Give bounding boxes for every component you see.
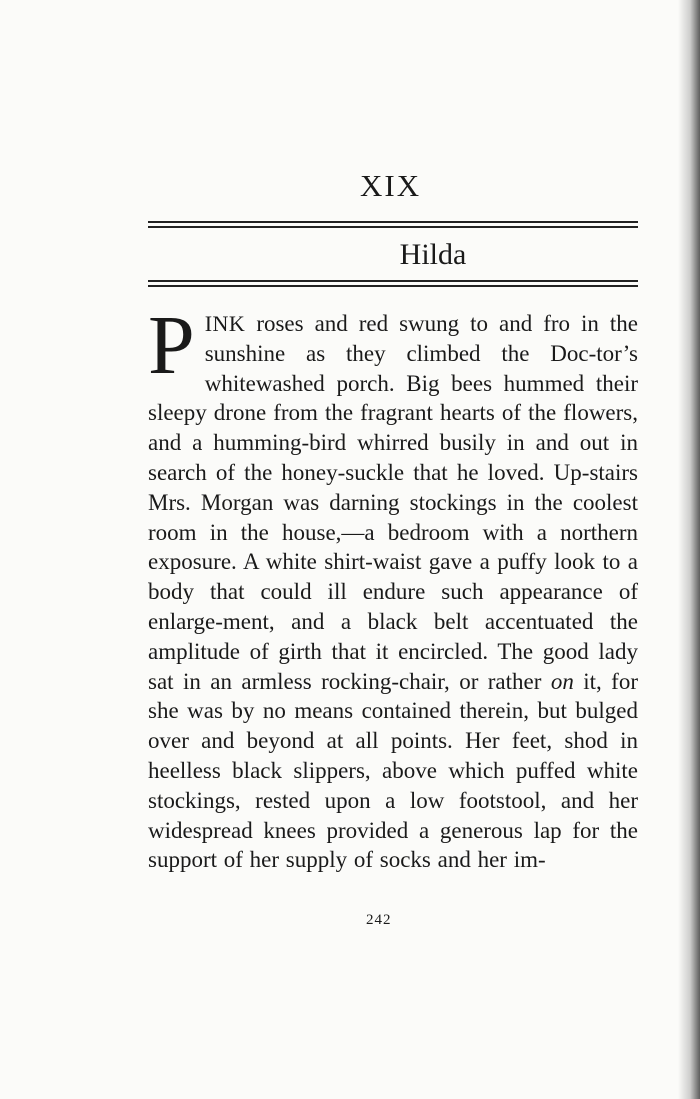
emphasized-word: on	[550, 668, 574, 694]
chapter-title: Hilda	[399, 238, 467, 271]
body-text-part-1: roses and red swung to and fro in the sunshine as they climbed the Doc-tor’s whitewashed porch. Big bees hummed their sleepy drone from the fragrant hearts of the flowers, and a humming-bird whirred busily in and out in search of the honey-suckle that he loved. Up-stairs Mrs. Morgan was darning stockings in the coolest room in the house,—a bedroom with a northern exposure. A white shirt-waist gave a puffy look to a body that could ill endure such appearance of enlarge-ment, and a black belt accentuated the amplitude of girth that it encircled. The good lady sat in an armless rocking-chair, or rather	[148, 311, 638, 694]
double-rule-top	[148, 221, 638, 228]
drop-cap: P	[148, 299, 195, 392]
body-text-part-2: it, for she was by no means contained therein, but bulged over and beyond at all points. Her feet, shod in heelless black slippers, above which puffed white stockings, rested upon a low footstool, and her widespread knees provided a generous lap for the support of her supply of socks and her im-	[148, 668, 638, 873]
page-number: 242	[366, 912, 392, 928]
page-edge-shadow	[678, 0, 700, 1099]
opening-small-caps: INK	[204, 311, 246, 336]
chapter-number: XIX	[360, 168, 422, 203]
chapter-body-paragraph	[148, 299, 638, 875]
double-rule-bottom	[148, 280, 638, 287]
